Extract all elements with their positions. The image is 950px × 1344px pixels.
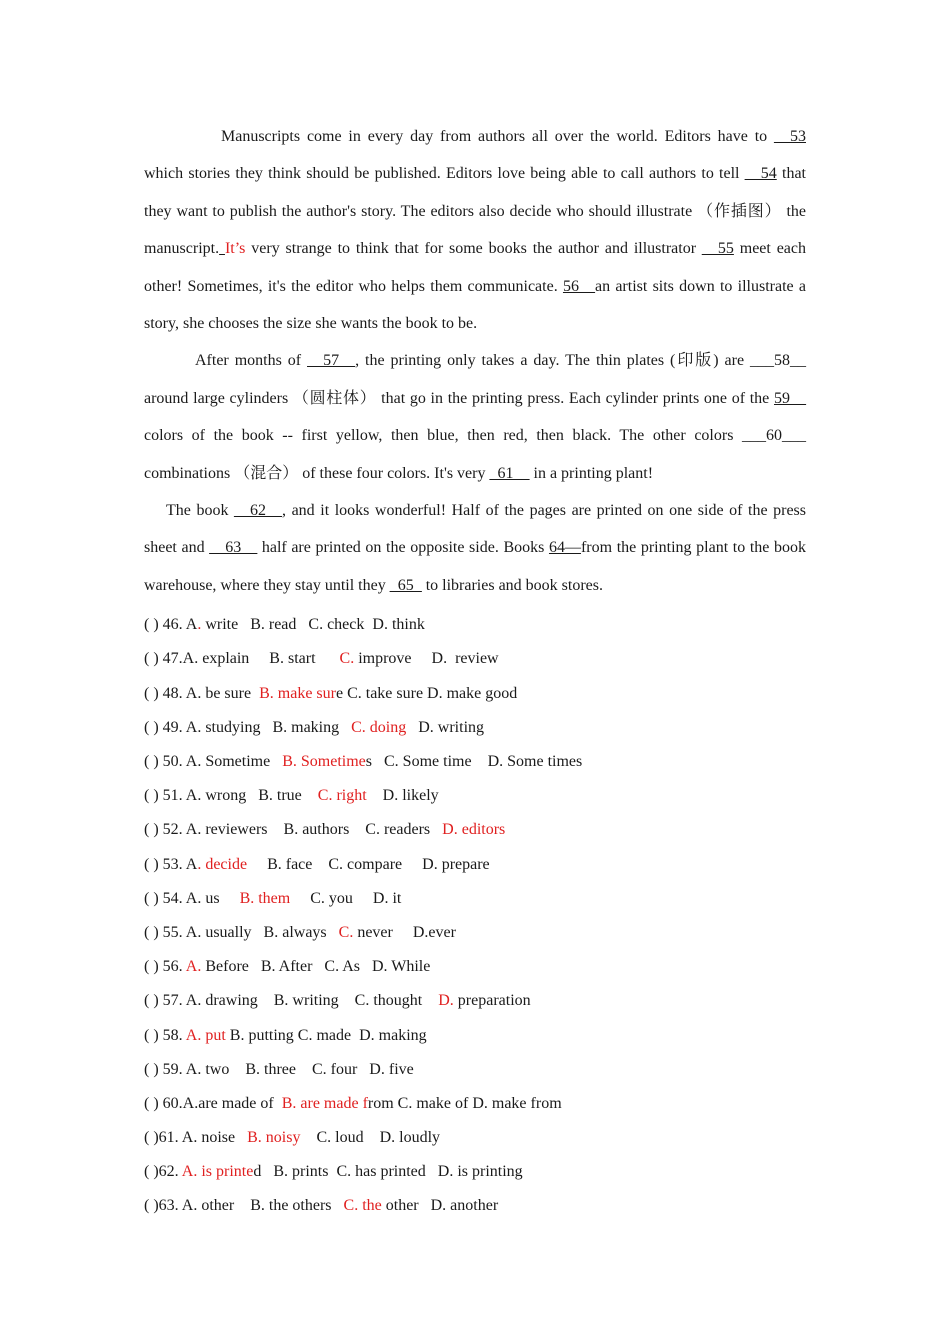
answer-blank: __55	[701, 240, 734, 258]
passage-text	[144, 342, 806, 492]
text-run: half are printed on the opposite side. Books	[257, 539, 549, 557]
marked-answer: A. is printe	[181, 1163, 254, 1181]
text-run: other D. another	[381, 1197, 499, 1215]
text-run: , the printing only takes a day. The thin plates (印版) are ___58__ around large cylinders （圆柱体） that go in the printing press. Each cylinder prints one of the	[144, 352, 807, 407]
marked-answer: C. doing	[351, 718, 407, 736]
text-run: ( ) 57. A. drawing B. writing C. thought	[144, 992, 439, 1010]
text-run: colors of the book -- first yellow, then blue, then red, then black. The other colors ___60___ combinations （混合） of these four colors. It's very	[144, 427, 806, 482]
text-run: rom C. make of D. make from	[367, 1094, 562, 1112]
question-option-row	[144, 745, 806, 779]
text-run: ( ) 50. A. Sometime	[144, 753, 283, 771]
marked-answer: B. make sur	[259, 684, 336, 702]
answer-blank: 64—	[548, 539, 581, 557]
question-option-row	[144, 1019, 806, 1053]
text-run: ( ) 49. A. studying B. making	[144, 718, 352, 736]
passage-paragraph-2	[144, 342, 806, 492]
text-run: D. writing	[406, 718, 485, 736]
text-run: The book	[166, 502, 235, 520]
text-run: ( ) 60.A.are made of	[144, 1094, 282, 1112]
marked-answer: A.	[185, 958, 202, 976]
text-run: very strange to think that for some books the author and illustrator	[245, 240, 702, 258]
marked-answer: B. are made f	[281, 1094, 368, 1112]
text-run: ( ) 54. A. us	[144, 889, 240, 907]
text-run: C. loud D. loudly	[300, 1129, 441, 1147]
text-run: After months of	[195, 352, 308, 370]
question-option-row	[144, 848, 806, 882]
marked-answer: C.	[338, 923, 354, 941]
answer-blank: __54	[744, 165, 777, 183]
marked-answer: B. them	[239, 889, 291, 907]
text-run: ( ) 52. A. reviewers B. authors C. readers	[144, 821, 443, 839]
text-run: ( ) 47.A. explain B. start	[144, 650, 340, 668]
answer-blank: 59__	[774, 389, 806, 407]
question-option-row	[144, 1053, 806, 1087]
text-run: ( ) 51. A. wrong B. true	[144, 787, 318, 805]
text-run: e C. take sure D. make good	[335, 684, 518, 702]
marked-answer: . decide	[197, 855, 248, 873]
marked-answer: It’s	[224, 240, 246, 258]
answer-blank: _61__	[489, 464, 530, 482]
marked-answer: B. Sometime	[282, 753, 366, 771]
text-run: an artist sits down to illustrate a story, she chooses the size she wants the book to be.	[144, 277, 807, 333]
question-option-row	[144, 813, 806, 847]
answer-blank: 56__	[562, 277, 595, 295]
text-run: B. putting C. made D. making	[225, 1026, 427, 1044]
answer-blank: _65_	[389, 576, 422, 594]
marked-answer: A. put	[185, 1026, 226, 1044]
question-option-row	[144, 950, 806, 984]
text-run: ( ) 59. A. two B. three C. four D. five	[144, 1060, 414, 1078]
answer-options-list	[144, 608, 806, 1223]
question-option-row	[144, 677, 806, 711]
question-option-row	[144, 608, 806, 642]
text-run: write B. read C. check D. think	[201, 616, 425, 634]
text-run: ( ) 58.	[144, 1026, 186, 1044]
question-option-row	[144, 1087, 806, 1121]
text-run: ( ) 55. A. usually B. always	[144, 923, 339, 941]
text-run: which stories they think should be published. Editors love being able to call authors to tell	[144, 165, 745, 183]
text-run: ( )62.	[144, 1163, 182, 1181]
text-run: meet each other! Sometimes, it's the editor who helps them communicate.	[144, 240, 806, 295]
question-option-row	[144, 1121, 806, 1155]
text-run: that they want to publish the author's story. The editors also decide who should illustrate （作插图） the manuscript.	[144, 165, 806, 258]
text-run: never D.ever	[353, 923, 456, 941]
answer-blank: __63__	[209, 539, 258, 557]
text-run: Manuscripts come in every day from authors all over the world. Editors have to	[221, 128, 774, 145]
marked-answer: C. the	[343, 1197, 382, 1215]
passage-text	[144, 492, 806, 604]
text-run: B. face C. compare D. prepare	[247, 855, 490, 873]
text-run: from the printing plant to the book warehouse, where they stay until they	[144, 539, 806, 594]
passage-paragraph-1	[144, 118, 806, 342]
text-run: in a printing plant!	[529, 464, 654, 482]
text-run: preparation	[453, 992, 531, 1010]
marked-answer: D.	[438, 992, 454, 1010]
text-run: ( ) 48. A. be sure	[144, 684, 260, 702]
question-option-row	[144, 882, 806, 916]
text-run: ( ) 46. A	[144, 616, 198, 634]
question-option-row	[144, 1155, 806, 1189]
marked-answer: C.	[339, 650, 355, 668]
marked-answer: D. editors	[442, 821, 506, 839]
marked-answer: .	[197, 616, 202, 634]
marked-answer: C. right	[317, 787, 367, 805]
text-run: D. likely	[366, 787, 439, 805]
passage-paragraph-3	[144, 492, 806, 604]
question-option-row	[144, 1189, 806, 1223]
question-option-row	[144, 779, 806, 813]
text-run: to libraries and book stores.	[421, 576, 603, 594]
question-option-row	[144, 711, 806, 745]
answer-blank: __62__	[234, 502, 283, 520]
question-option-row	[144, 642, 806, 676]
answer-blank: __53	[774, 128, 806, 145]
text-run: ( ) 56.	[144, 958, 186, 976]
question-option-row	[144, 984, 806, 1018]
text-run: Before B. After C. As D. While	[201, 958, 431, 976]
worksheet-page	[144, 118, 806, 1224]
text-run: d B. prints C. has printed D. is printing	[253, 1163, 523, 1181]
text-run: ( )61. A. noise	[144, 1129, 248, 1147]
text-run: , and it looks wonderful! Half of the pages are printed on one side of the press sheet and	[144, 502, 807, 557]
text-run: C. you D. it	[290, 889, 402, 907]
answer-blank: __57__	[307, 352, 356, 370]
text-run: ( ) 53. A	[144, 855, 198, 873]
text-run: ( )63. A. other B. the others	[144, 1197, 344, 1215]
question-option-row	[144, 916, 806, 950]
text-run: improve D. review	[354, 650, 499, 668]
text-run: s C. Some time D. Some times	[365, 753, 583, 771]
marked-answer: B. noisy	[247, 1129, 301, 1147]
passage-text	[144, 118, 806, 342]
